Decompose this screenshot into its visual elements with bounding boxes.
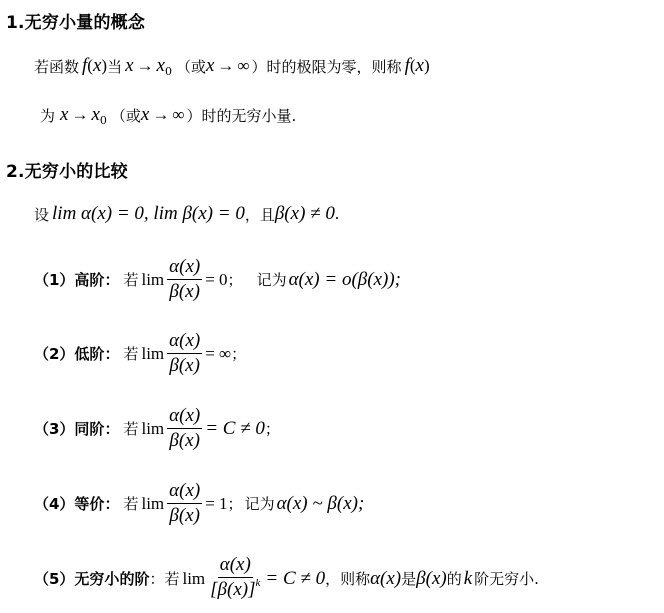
section-1-title: 1.无穷小量的概念 <box>6 13 146 33</box>
fraction: $\frac{\alpha(x)}{\beta(x)}$ <box>169 330 201 376</box>
fraction: $\frac{\alpha(x)}{\beta(x)}$ <box>169 405 201 451</box>
comparison-item-lower-order: （2）低阶 ： 若 lim $\frac{\alpha(x)}{\beta(x)}$ = ∞ ； <box>34 330 247 376</box>
section-2-title: 2.无穷小的比较 <box>6 162 128 182</box>
comparison-item-same-order: （3）同阶 ： 若 lim $\frac{\alpha(x)}{\beta(x)}$ = C ≠ 0 ； <box>34 405 280 451</box>
comparison-item-higher-order: （1）高阶 ： 若 lim $\frac{\alpha(x)}{\beta(x)}$ = 0 ； 记为 α(x) = o(β(x)); <box>34 256 401 302</box>
fraction: $\frac{\alpha(x)}{[\beta(x)]^k}$ <box>210 554 261 600</box>
comparison-item-equivalent: （4）等价 ： 若 lim $\frac{\alpha(x)}{\beta(x)}$ = 1 ； 记为 α(x) ~ β(x); <box>34 480 365 526</box>
fraction: $\frac{\alpha(x)}{\beta(x)}$ <box>169 256 201 302</box>
definition-line-2: 为 x → x 0 （或 x → ∞ ）时的无穷小量. <box>40 104 297 127</box>
comparison-item-order-k: （5）无穷小的阶 ： 若 lim $\frac{\alpha(x)}{[\beta(x)]^k}$ = C ≠ 0 ，则称 α(x) 是 β(x) 的 k 阶无穷小. <box>34 554 539 603</box>
premise-line: 设 lim α(x) = 0, lim β(x) = 0 ，且 β(x) ≠ 0 . <box>34 203 340 224</box>
definition-line-1: 若函数 f ( x ) 当 x → x 0 （或 x → ∞ ）时的极限为零，则称 f ( x ) <box>34 55 430 78</box>
fraction: $\frac{\alpha(x)}{\beta(x)}$ <box>169 480 201 526</box>
